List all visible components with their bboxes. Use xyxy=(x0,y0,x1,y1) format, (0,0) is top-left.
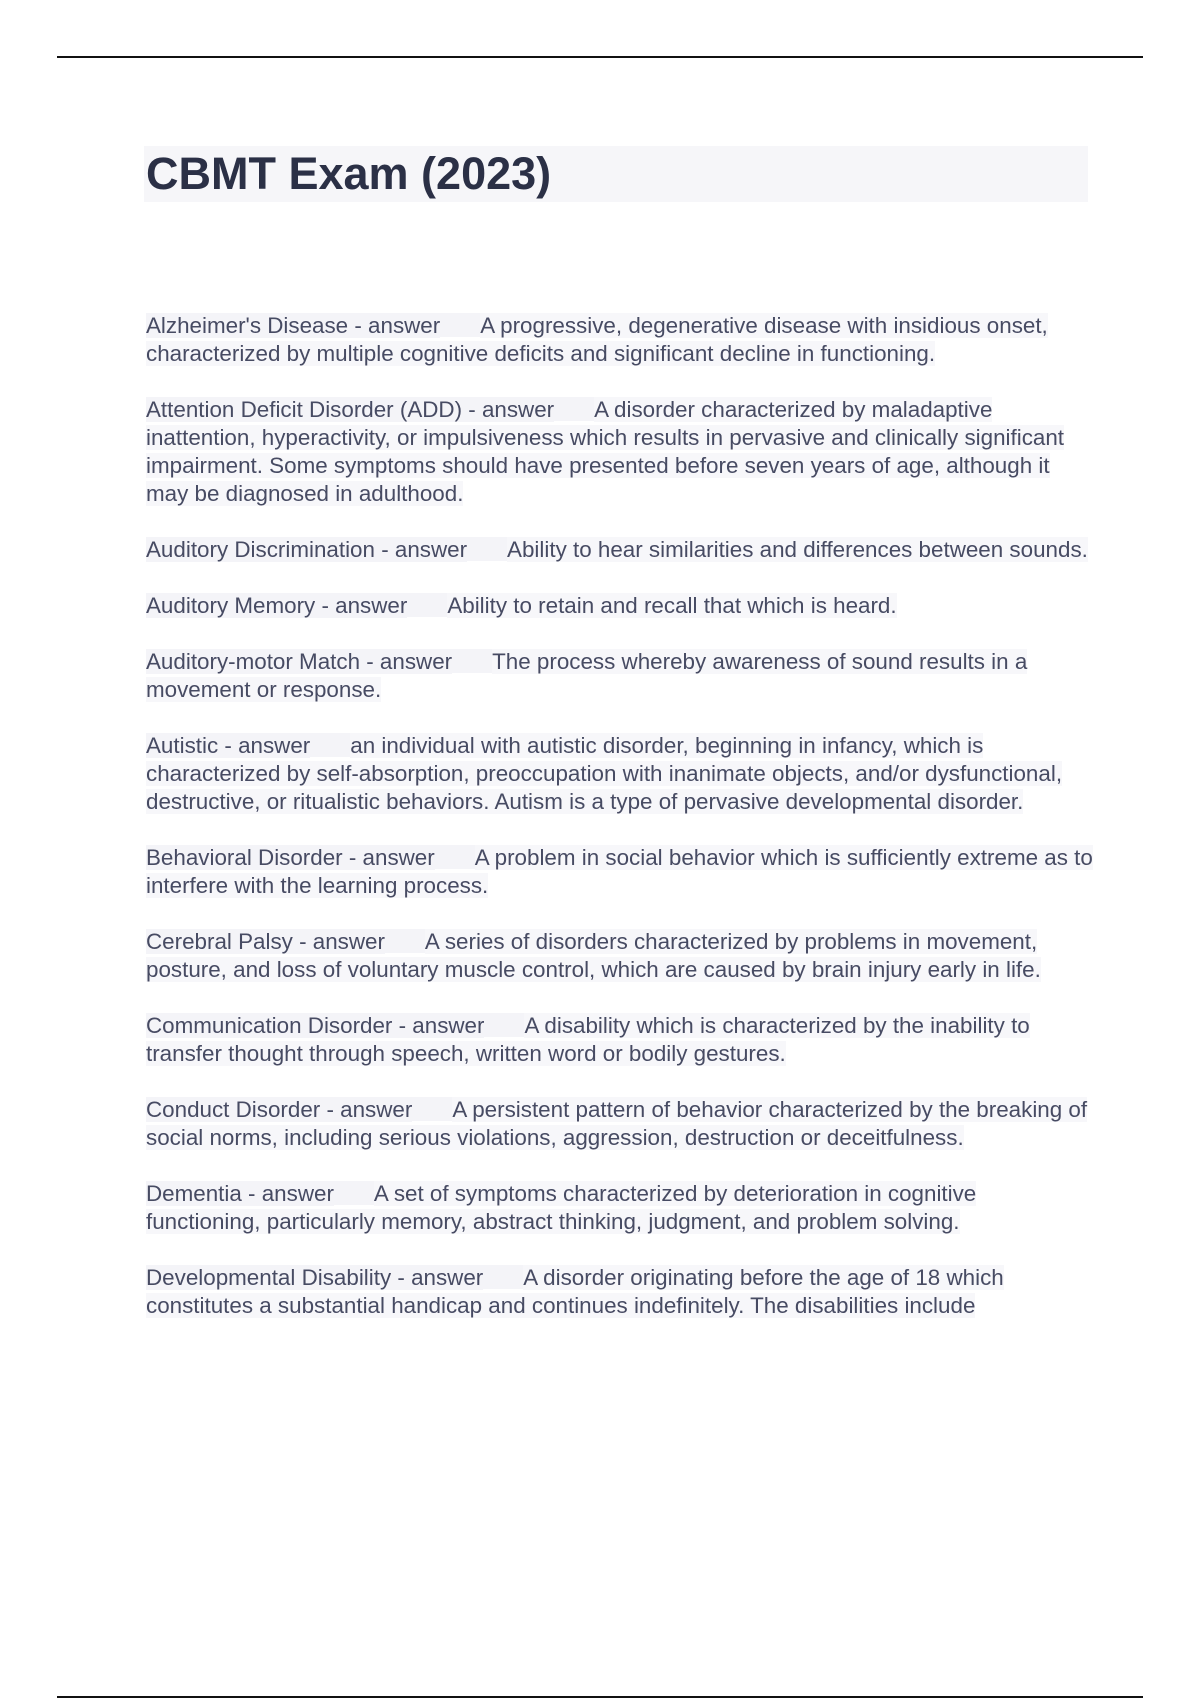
entry-definition: Ability to retain and recall that which is heard. xyxy=(447,593,897,618)
entry-separator: - answer xyxy=(360,649,453,674)
entry-definition: A disability which is characterized by the inability to transfer thought through speech, written word or bodily gestures. xyxy=(146,1013,1030,1066)
flashcard-entry xyxy=(146,396,1096,508)
entry-term: Behavioral Disorder xyxy=(146,845,343,870)
entry-term: Communication Disorder xyxy=(146,1013,393,1038)
entry-term: Auditory Discrimination xyxy=(146,537,375,562)
entry-term: Cerebral Palsy xyxy=(146,929,293,954)
entry-separator: - answer xyxy=(218,733,311,758)
entry-separator: - answer xyxy=(348,313,441,338)
entry-definition: an individual with autistic disorder, beginning in infancy, which is characterized by self-absorption, preoccupation with inanimate objects, and/or dysfunctional, destructive, or ritualistic behaviors. Autism is a type of pervasive developmental disorder. xyxy=(146,733,1063,814)
flashcard-entry xyxy=(146,1180,1096,1236)
entry-term: Developmental Disability xyxy=(146,1265,392,1290)
entry-separator: - answer xyxy=(320,1097,413,1122)
entry-term: Auditory Memory xyxy=(146,593,316,618)
flashcard-entry xyxy=(146,1096,1096,1152)
flashcard-entry xyxy=(146,928,1096,984)
entry-definition: Ability to hear similarities and differences between sounds. xyxy=(507,537,1088,562)
entry-definition: A problem in social behavior which is sufficiently extreme as to interfere with the learning process. xyxy=(146,845,1093,898)
entry-separator: - answer xyxy=(241,1181,334,1206)
entry-term: Autistic xyxy=(146,733,219,758)
entry-definition: A disorder originating before the age of 18 which constitutes a substantial handicap and continues indefinitely. The disabilities include xyxy=(146,1265,1004,1318)
flashcard-entry xyxy=(146,592,1096,620)
flashcard-entry xyxy=(146,1264,1096,1320)
bottom-rule xyxy=(57,1696,1143,1698)
flashcard-entry xyxy=(146,732,1096,816)
entry-term: Dementia xyxy=(146,1181,242,1206)
entry-separator: - answer xyxy=(392,1013,485,1038)
entry-term: Attention Deficit Disorder (ADD) xyxy=(146,397,463,422)
top-rule xyxy=(57,56,1143,58)
entry-term: Auditory-motor Match xyxy=(146,649,361,674)
entry-definition: The process whereby awareness of sound results in a movement or response. xyxy=(146,649,1028,702)
entry-definition: A series of disorders characterized by problems in movement, posture, and loss of voluntary muscle control, which are caused by brain injury early in life. xyxy=(146,929,1041,982)
entry-definition: A progressive, degenerative disease with insidious onset, characterized by multiple cognitive deficits and significant decline in functioning. xyxy=(146,313,1048,366)
flashcard-entry xyxy=(146,844,1096,900)
entry-separator: - answer xyxy=(292,929,385,954)
entry-separator: - answer xyxy=(391,1265,484,1290)
entry-definition: A persistent pattern of behavior characterized by the breaking of social norms, including serious violations, aggression, destruction or deceitfulness. xyxy=(146,1097,1088,1150)
flashcard-entry xyxy=(146,536,1096,564)
entry-definition: A disorder characterized by maladaptive inattention, hyperactivity, or impulsiveness which results in pervasive and clinically significant impairment. Some symptoms should have presented before seven years of age, although it may be diagnosed in adulthood. xyxy=(146,397,1065,506)
flashcard-list xyxy=(146,312,1096,1348)
flashcard-entry xyxy=(146,1012,1096,1068)
entry-term: Alzheimer's Disease xyxy=(146,313,349,338)
entry-separator: - answer xyxy=(342,845,435,870)
entry-definition: A set of symptoms characterized by deterioration in cognitive functioning, particularly memory, abstract thinking, judgment, and problem solving. xyxy=(146,1181,977,1234)
document-title: CBMT Exam (2023) xyxy=(146,148,552,199)
entry-term: Conduct Disorder xyxy=(146,1097,321,1122)
entry-separator: - answer xyxy=(315,593,408,618)
entry-separator: - answer xyxy=(462,397,555,422)
flashcard-entry xyxy=(146,312,1096,368)
flashcard-entry xyxy=(146,648,1096,704)
entry-separator: - answer xyxy=(374,537,468,562)
